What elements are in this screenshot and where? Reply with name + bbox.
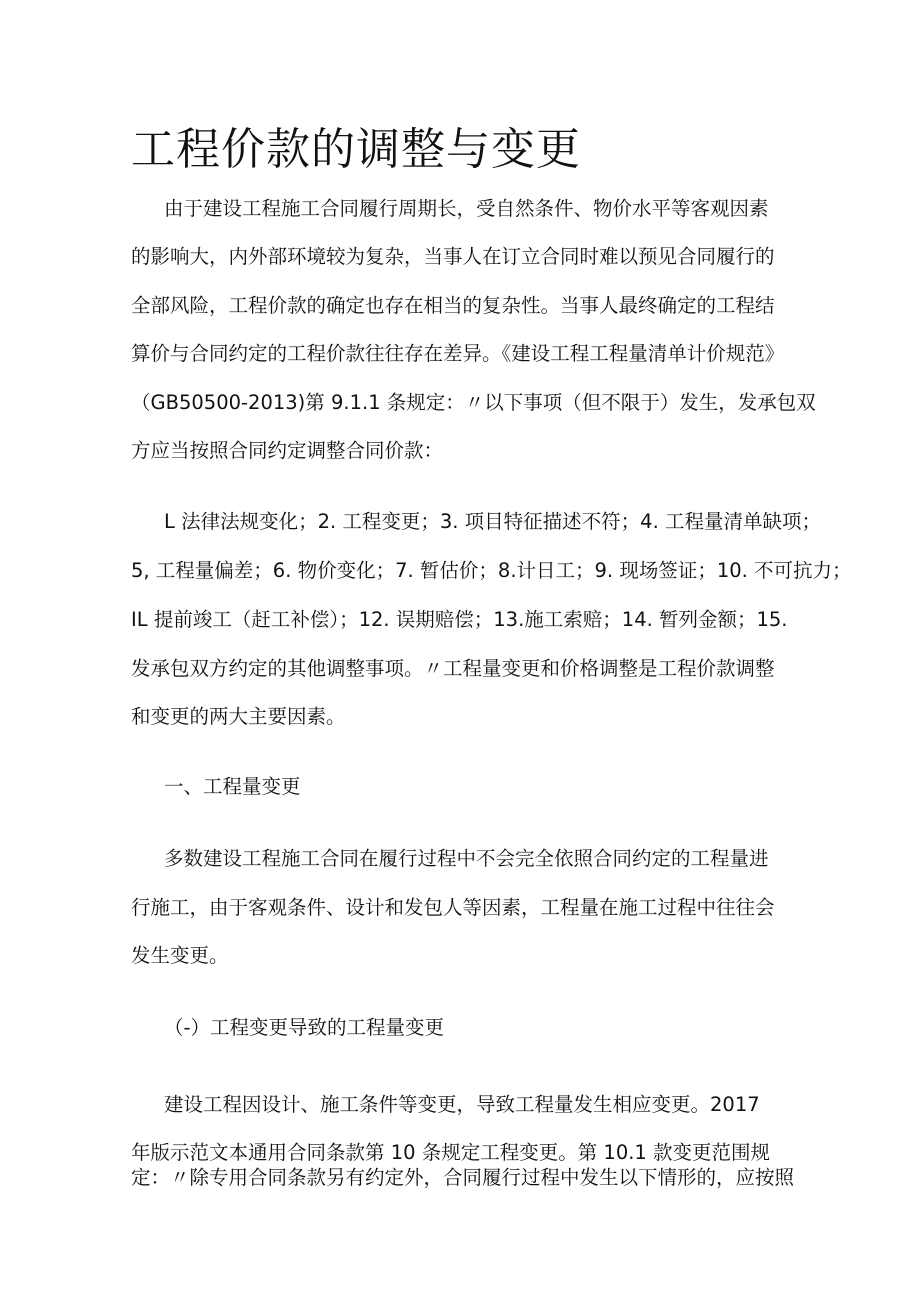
paragraph-line: 多数建设工程施工合同在履行过程中不会完全依照合同约定的工程量进 <box>164 847 769 870</box>
paragraph-line: L 法律法规变化；2. 工程变更；3. 项目特征描述不符；4. 工程量清单缺项； <box>164 510 821 533</box>
section-heading: 一、工程量变更 <box>164 775 301 798</box>
paragraph-line: 发承包双方约定的其他调整事项。〃工程量变更和价格调整是工程价款调整 <box>131 657 775 680</box>
subsection-heading: （-）工程变更导致的工程量变更 <box>164 1016 445 1039</box>
paragraph-line: （GB50500-2013)第 9.1.1 条规定：〃以下事项（但不限于）发生，发承包双 <box>131 391 816 414</box>
paragraph-line: 定：〃除专用合同条款另有约定外，合同履行过程中发生以下情形的，应按照 <box>131 1166 795 1189</box>
paragraph-line: 和变更的两大主要因素。 <box>131 705 346 728</box>
paragraph-line: 算价与合同约定的工程价款往往存在差异。《建设工程工程量清单计价规范》 <box>131 342 785 365</box>
paragraph-line: 年版示范文本通用合同条款第 10 条规定工程变更。第 10.1 款变更范围规 <box>131 1141 771 1164</box>
paragraph-line: 5, 工程量偏差；6. 物价变化；7. 暂估价；8.计日工；9. 现场签证；10. 不可抗力； <box>131 559 852 582</box>
paragraph-line: 方应当按照合同约定调整合同价款： <box>131 439 444 462</box>
paragraph-line: 全部风险，工程价款的确定也存在相当的复杂性。当事人最终确定的工程结 <box>131 294 775 317</box>
paragraph-line: IL 提前竣工（赶工补偿）；12. 误期赔偿；13.施工索赔；14. 暂列金额；15. <box>131 608 788 631</box>
document-title: 工程价款的调整与变更 <box>131 124 581 175</box>
paragraph-line: 的影响大，内外部环境较为复杂，当事人在订立合同时难以预见合同履行的 <box>131 245 775 268</box>
paragraph-line: 建设工程因设计、施工条件等变更，导致工程量发生相应变更。2017 <box>164 1093 760 1116</box>
paragraph-line: 行施工，由于客观条件、设计和发包人等因素，工程量在施工过程中往往会 <box>131 896 775 919</box>
paragraph-line: 由于建设工程施工合同履行周期长，受自然条件、物价水平等客观因素 <box>164 197 769 220</box>
paragraph-line: 发生变更。 <box>131 944 229 967</box>
